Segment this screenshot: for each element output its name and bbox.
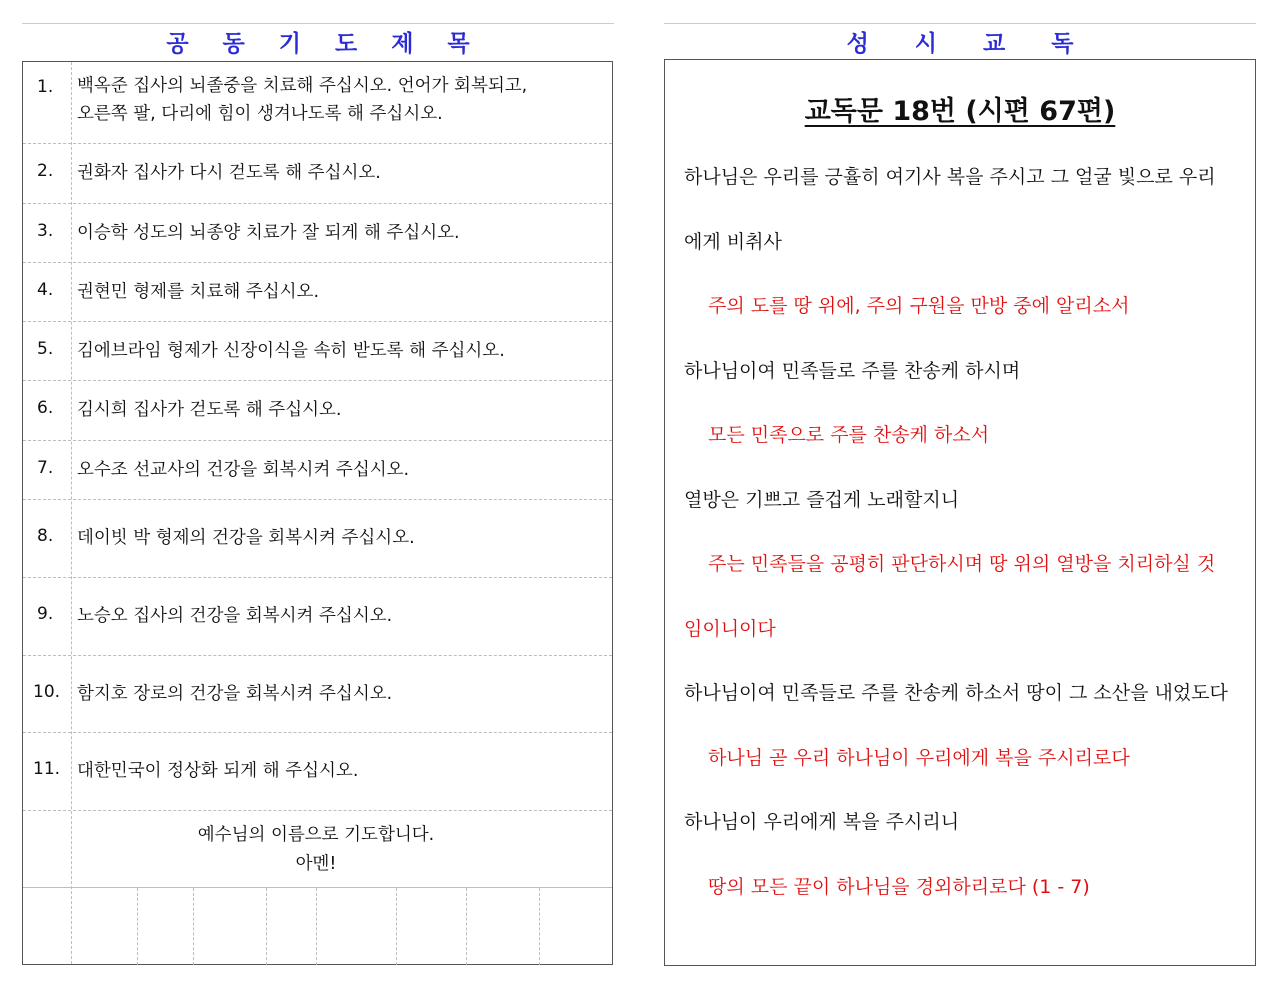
- item-text: 권현민 형제를 치료해 주십시오.: [77, 282, 320, 302]
- closing-prayer: 예수님의 이름으로 기도합니다. 아멘!: [197, 825, 435, 874]
- item-number: 2.: [37, 161, 54, 181]
- prayer-item-10: [23, 656, 612, 733]
- item-text: 노승오 집사의 건강을 회복시켜 주십시오.: [77, 606, 393, 626]
- item-text: 함지호 장로의 건강을 회복시켜 주십시오.: [77, 684, 393, 704]
- prayer-item-2: [23, 144, 612, 204]
- prayer-list: [22, 61, 613, 965]
- responsive-reading: [664, 59, 1256, 966]
- reading-line-people: 하나님 곧 우리 하나님이 우리에게 복을 주시리로다: [708, 747, 1130, 769]
- item-number: 8.: [37, 526, 54, 546]
- prayer-item-11: [23, 733, 612, 811]
- prayer-title-bar: [22, 23, 614, 57]
- reading-line-people: 주는 민족들을 공평히 판단하시며 땅 위의 열방을 치리하실 것: [708, 553, 1216, 575]
- prayer-title: 공동기도제목: [166, 31, 504, 57]
- item-text: 대한민국이 정상화 되게 해 주십시오.: [77, 761, 359, 781]
- item-number: 7.: [37, 458, 54, 478]
- grid-divider: [193, 888, 194, 965]
- reading-line-leader: 열방은 기쁘고 즐겁게 노래할지니: [684, 489, 960, 511]
- item-number: 10.: [33, 682, 61, 702]
- reading-heading: 교독문 18번 (시편 67편): [804, 96, 1116, 127]
- grid-divider: [396, 888, 397, 965]
- grid-divider: [137, 888, 138, 965]
- item-number: 5.: [37, 339, 54, 359]
- prayer-item-5: [23, 322, 612, 381]
- item-number: 1.: [37, 77, 54, 97]
- item-number: 9.: [37, 604, 54, 624]
- prayer-item-9: [23, 578, 612, 656]
- item-text: 이승학 성도의 뇌종양 치료가 잘 되게 해 주십시오.: [77, 223, 460, 243]
- item-text: 데이빗 박 형제의 건강을 회복시켜 주십시오.: [77, 528, 415, 548]
- reading-line-people: 주의 도를 땅 위에, 주의 구원을 만방 중에 알리소서: [708, 295, 1130, 317]
- item-number: 11.: [33, 759, 61, 779]
- prayer-item-7: [23, 441, 612, 500]
- reading-line-leader: 에게 비취사: [684, 231, 782, 253]
- prayer-item-8: [23, 500, 612, 578]
- reading-line-leader: 하나님이여 민족들로 주를 찬송케 하소서 땅이 그 소산을 내었도다: [684, 682, 1228, 704]
- prayer-item-1: [23, 62, 612, 144]
- item-text: 오수조 선교사의 건강을 회복시켜 주십시오.: [77, 460, 410, 480]
- item-number: 4.: [37, 280, 54, 300]
- prayer-item-6: [23, 381, 612, 441]
- prayer-item-4: [23, 263, 612, 322]
- reading-line-leader: 하나님이여 민족들로 주를 찬송케 하시며: [684, 360, 1021, 382]
- grid-divider: [539, 888, 540, 965]
- reading-line-leader: 하나님이 우리에게 복을 주시리니: [684, 811, 960, 833]
- item-number: 6.: [37, 398, 54, 418]
- grid-divider: [266, 888, 267, 965]
- reading-title: 성시교독: [846, 31, 1120, 57]
- grid-divider: [316, 888, 317, 965]
- prayer-item-3: [23, 204, 612, 263]
- item-text: 김에브라임 형제가 신장이식을 속히 받도록 해 주십시오.: [77, 341, 505, 361]
- item-text: 백옥준 집사의 뇌졸중을 치료해 주십시오. 언어가 회복되고, 오른쪽 팔, 다리에 힘이 생겨나도록 해 주십시오.: [77, 76, 528, 124]
- item-text: 김시희 집사가 걷도록 해 주십시오.: [77, 400, 342, 420]
- reading-title-bar: [664, 23, 1256, 57]
- reading-line-people: 땅의 모든 끝이 하나님을 경외하리로다 (1 - 7): [708, 876, 1090, 898]
- reading-line-leader: 하나님은 우리를 긍휼히 여기사 복을 주시고 그 얼굴 빛으로 우리: [684, 166, 1216, 188]
- grid-divider: [466, 888, 467, 965]
- item-number: 3.: [37, 221, 54, 241]
- reading-line-people: 임이니이다: [684, 618, 776, 640]
- reading-line-people: 모든 민족으로 주를 찬송케 하소서: [708, 424, 990, 446]
- closing-row: [23, 811, 612, 888]
- item-text: 권화자 집사가 다시 걷도록 해 주십시오.: [77, 163, 381, 183]
